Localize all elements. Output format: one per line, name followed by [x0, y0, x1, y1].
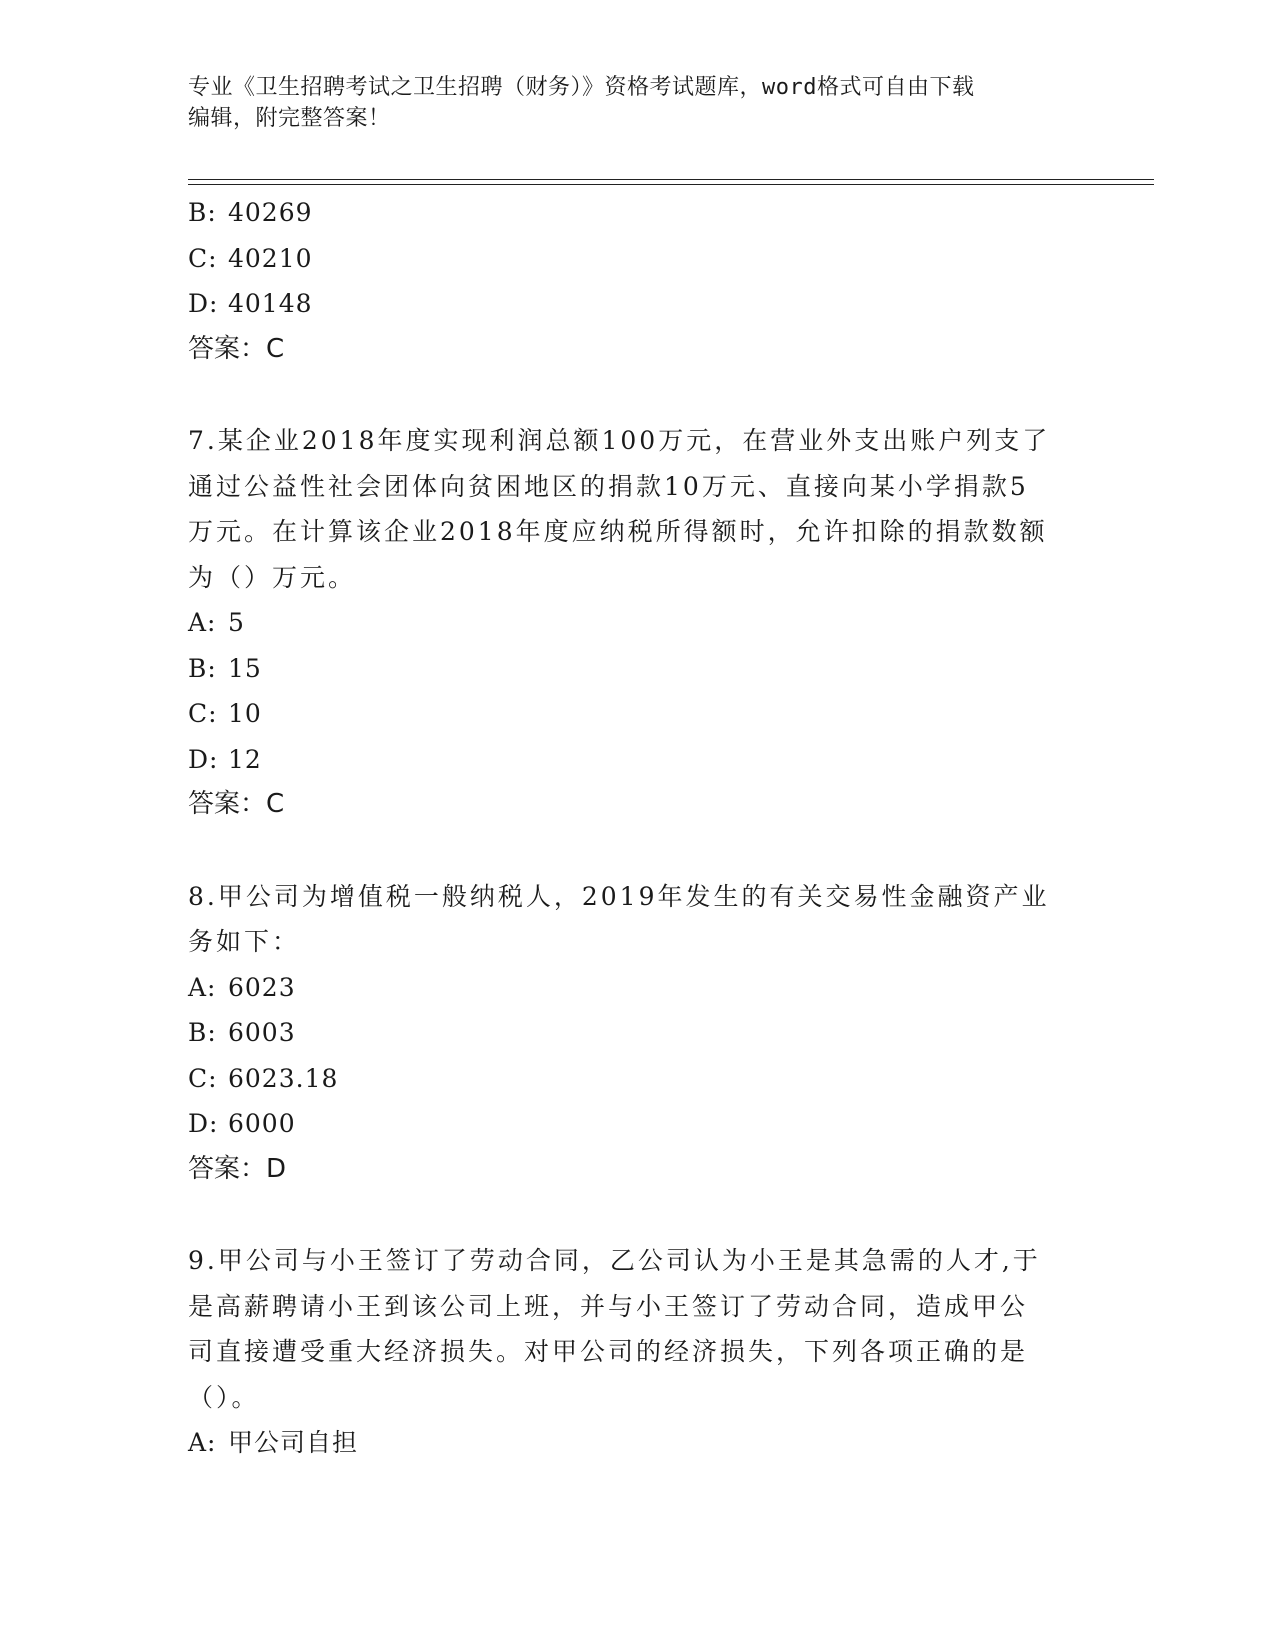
document-header [188, 72, 1068, 134]
option-a: A: 6023 [188, 972, 296, 1002]
question-6-continuation [188, 190, 1088, 372]
option-c: C: 40210 [188, 243, 313, 273]
answer-label: 答案：D [188, 1153, 287, 1184]
question-8 [188, 874, 1088, 1193]
header-line-1: 专业《卫生招聘考试之卫生招聘（财务）》资格考试题库，word格式可自由下载 [188, 75, 975, 100]
header-line-2: 编辑，附完整答案！ [188, 106, 391, 131]
option-b: B: 40269 [188, 198, 313, 227]
header-divider-top [188, 179, 1154, 180]
option-d: D: 6000 [188, 1109, 296, 1138]
option-a: A: 5 [188, 608, 245, 637]
option-b: B: 15 [188, 653, 262, 683]
option-d: D: 40148 [188, 289, 313, 318]
option-a: A: 甲公司自担 [188, 1428, 359, 1457]
header-divider-bottom [188, 184, 1154, 185]
option-b: B: 6003 [188, 1018, 296, 1047]
question-text: 8.甲公司为增值税一般纳税人，2019年发生的有关交易性金融资产业 务如下： [188, 881, 1050, 956]
option-d: D: 12 [188, 744, 262, 774]
question-content [188, 190, 1088, 1466]
option-c: C: 6023.18 [188, 1063, 339, 1093]
answer-label: 答案：C [188, 789, 285, 819]
option-c: C: 10 [188, 699, 262, 728]
question-text: 7.某企业2018年度实现利润总额100万元，在营业外支出账户列支了 通过公益性社会团体向贫困地区的捐款10万元、直接向某小学捐款5 万元。在计算该企业2018年度应纳税所得额时，允许扣除的捐款数额 为（）万元。 [188, 426, 1051, 592]
question-9 [188, 1238, 1088, 1466]
question-text: 9.甲公司与小王签订了劳动合同，乙公司认为小王是其急需的人才,于 是高薪聘请小王到该公司上班，并与小王签订了劳动合同，造成甲公 司直接遭受重大经济损失。对甲公司的经济损失，下列各项正确的是 （）。 [188, 1246, 1041, 1412]
answer-label: 答案：C [188, 333, 285, 364]
question-7 [188, 418, 1088, 828]
